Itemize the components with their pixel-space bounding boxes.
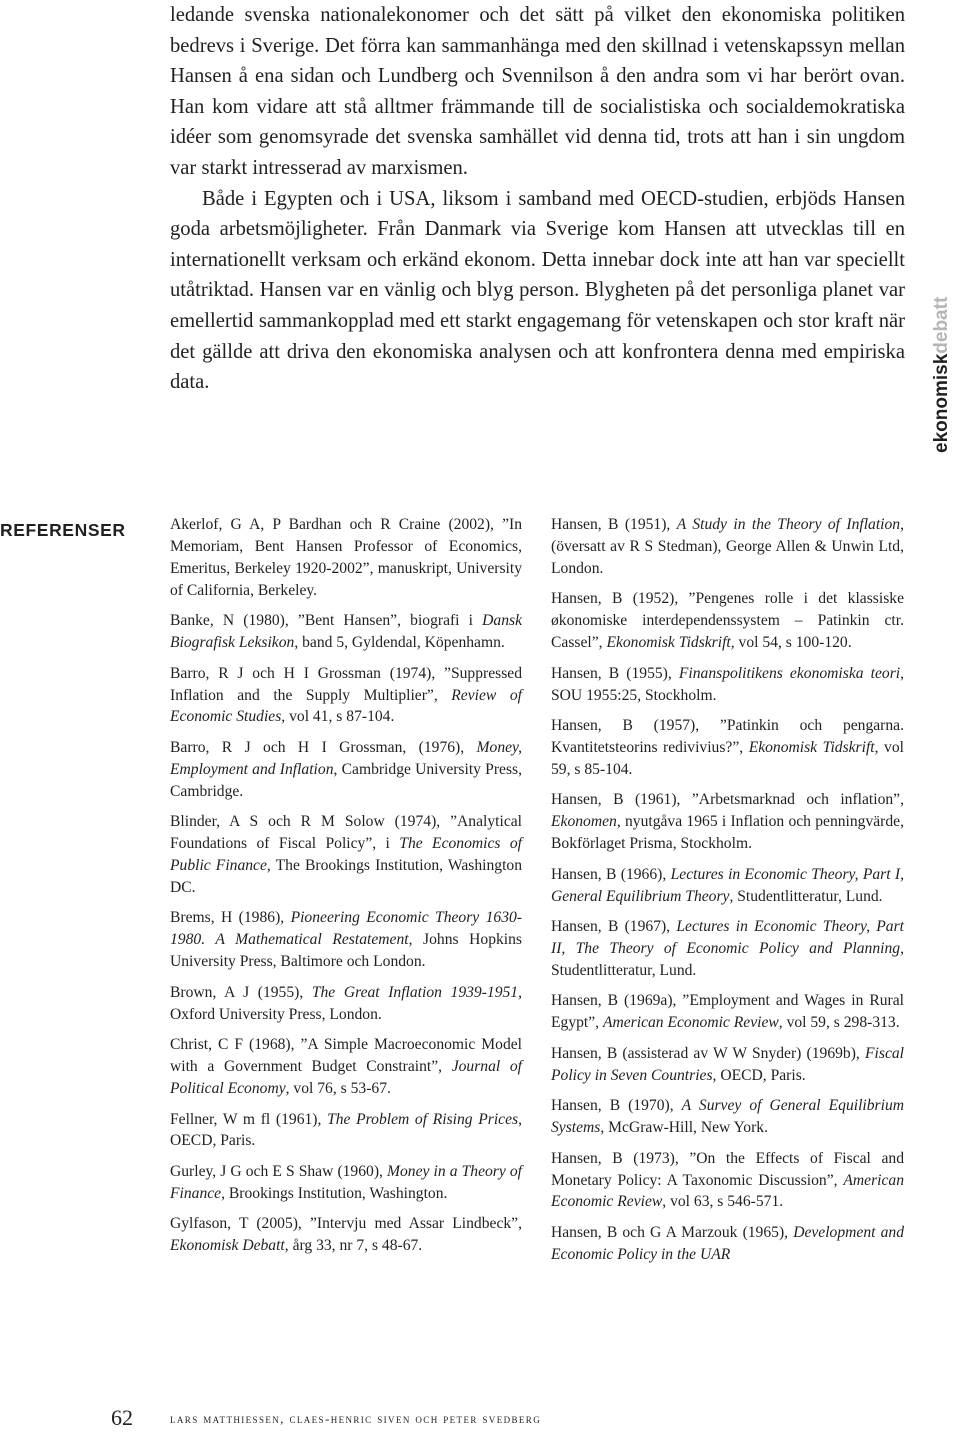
reference-details: , vol 76, s 53-67.	[285, 1080, 391, 1097]
reference-text: Barro, R J och H I Grossman, (1976),	[170, 738, 477, 756]
reference-title: The Great Inflation 1939-1951	[311, 983, 519, 1001]
references-column-2	[551, 514, 904, 1274]
reference-details: , Oxford University Press, London.	[170, 983, 522, 1023]
reference-title: Ekonomisk Debatt	[170, 1237, 285, 1255]
page-number: 62	[111, 1405, 133, 1430]
reference-entry	[170, 514, 522, 602]
reference-text: Hansen, B (1951),	[551, 516, 677, 533]
body-paragraph-1: ledande svenska nationalekonomer och det sätt på vilket den ekonomiska politiken bedrevs i Sverige. Det förra kan sammanhänga med den skillnad i vetenskapssyn mellan Hansen å ena sidan och Lundberg och Svennilson å den andra som vi har berört ovan. Han kom vidare att stå alltmer främmande till de socialistiska och socialdemokratiska idéer som genomsyrade det svenska samhället vid denna tid, trots att han i sin ungdom var starkt intresserad av marxismen.	[170, 4, 905, 179]
reference-title: Money, Employment and Inflation	[170, 738, 522, 778]
reference-text: Hansen, B (assisterad av W W Snyder) (1969b),	[551, 1044, 866, 1062]
journal-side-tag	[930, 253, 954, 453]
reference-details: , vol 59, s 298-313.	[778, 1014, 900, 1032]
reference-text: Akerlof, G A, P Bardhan och R Craine (2002), ”In Memoriam, Bent Hansen Professor of Economics, Emeritus, Berkeley 1920-2002”, manuskript, University of California, Berkeley.	[170, 516, 522, 599]
reference-title: A Survey of General Equilibrium Systems	[551, 1097, 904, 1137]
running-footer-authors: lars matthiessen, claes-henric siven och peter svedberg	[170, 1411, 542, 1426]
page-footer	[0, 1405, 960, 1435]
reference-text: Hansen, B (1961), ”Arbetsmarknad och inflation”,	[551, 791, 904, 809]
reference-entry	[170, 907, 522, 973]
reference-details: , vol 63, s 546-571.	[662, 1193, 784, 1211]
reference-title: Ekonomisk Tidskrift,	[606, 634, 735, 652]
reference-entry	[551, 1095, 904, 1139]
reference-entry	[170, 737, 522, 803]
reference-title: Lectures in Economic Theory, Part I, General Equilibrium Theory	[551, 865, 904, 905]
reference-text: Hansen, B (1966),	[551, 865, 671, 883]
reference-title: Lectures in Economic Theory, Part II, The Theory of Economic Policy and Planning	[551, 918, 904, 957]
reference-entry	[551, 1148, 904, 1214]
reference-text: Banke, N (1980), ”Bent Hansen”, biografi i	[170, 612, 483, 630]
reference-text: Barro, R J och H I Grossman (1974), ”Suppressed Inflation and the Supply Multiplier”,	[170, 664, 522, 704]
reference-text: Hansen, B (1970),	[551, 1097, 682, 1115]
reference-details: , Cambridge University Press, Cambridge.	[170, 760, 523, 800]
reference-text: Blinder, A S och R M Solow (1974), ”Analytical Foundations of Fiscal Policy”, i	[170, 813, 522, 853]
reference-entry	[551, 864, 904, 908]
reference-text: Gurley, J G och E S Shaw (1960),	[170, 1162, 387, 1180]
reference-entry	[551, 663, 904, 707]
reference-text: Hansen, B (1952), ”Pengenes rolle i det klassiske økonomiske interdependenssystem – Patinkin ctr. Cassel”,	[551, 590, 904, 652]
reference-text: Brems, H (1986),	[170, 909, 291, 927]
reference-text: Brown, A J (1955),	[170, 983, 312, 1001]
reference-details: , Johns Hopkins University Press, Baltimore och London.	[170, 931, 522, 971]
reference-text: Fellner, W m fl (1961),	[170, 1110, 328, 1128]
reference-details: , vol 59, s 85-104.	[551, 738, 904, 778]
reference-text: Hansen, B (1967),	[551, 918, 677, 936]
reference-entry	[551, 1222, 904, 1266]
side-tag-bold: ekonomisk	[931, 353, 952, 453]
reference-text: Hansen, B (1969a), ”Employment and Wages in Rural Egypt”,	[551, 992, 904, 1032]
reference-details: , vol 41, s 87-104.	[281, 708, 395, 726]
reference-details: The Brookings Institution, Washington DC.	[170, 857, 523, 896]
reference-details: , OECD, Paris.	[170, 1110, 522, 1150]
reference-text: Gylfason, T (2005), ”Intervju med Assar Lindbeck”,	[170, 1215, 522, 1233]
article-body	[170, 0, 905, 398]
reference-title: Dansk Biografisk Leksikon	[170, 612, 522, 652]
reference-entry	[551, 588, 904, 654]
reference-details: , band 5, Gyldendal, Köpenhamn.	[294, 634, 505, 652]
reference-details: , Brookings Institution, Washington.	[221, 1184, 448, 1202]
reference-text: Hansen, B (1973), ”On the Effects of Fiscal and Monetary Policy: A Taxonomic Discussion”,	[551, 1149, 904, 1189]
reference-entry	[551, 789, 904, 855]
reference-entry	[551, 1043, 904, 1087]
reference-details: , Studentlitteratur, Lund.	[729, 887, 883, 905]
reference-entry	[170, 663, 522, 729]
reference-entry	[551, 514, 904, 580]
reference-details: , nyutgåva 1965 i Inflation och penningvärde, Bokförlaget Prisma, Stockholm.	[551, 813, 904, 853]
reference-title: The Problem of Rising Prices	[327, 1110, 519, 1128]
reference-text: Hansen, B (1957), ”Patinkin och pengarna. Kvantitetsteorins redivivius?”,	[551, 717, 904, 756]
reference-title: Pioneering Economic Theory 1630-1980. A Mathematical Restatement	[170, 909, 522, 949]
reference-details: OECD, Paris.	[716, 1066, 806, 1084]
reference-title: Ekonomisk Tidskrift	[748, 738, 875, 756]
reference-entry	[170, 1213, 522, 1257]
reference-entry	[170, 1109, 522, 1153]
reference-entry	[170, 811, 522, 899]
side-tag-light: debatt	[931, 296, 952, 354]
reference-entry	[551, 990, 904, 1034]
reference-title: The Economics of Public Finance,	[170, 835, 522, 875]
reference-details: , (översatt av R S Stedman), George Allen & Unwin Ltd, London.	[551, 516, 905, 577]
reference-title: Finanspolitikens ekonomiska teori	[678, 664, 901, 682]
reference-title: Development and Economic Policy in the UAR	[551, 1223, 904, 1263]
reference-title: Money in a Theory of Finance	[170, 1162, 522, 1202]
reference-text: Christ, C F (1968), ”A Simple Macroeconomic Model with a Government Budget Constraint”,	[170, 1036, 522, 1076]
reference-entry	[170, 1034, 522, 1100]
reference-title: Fiscal Policy in Seven Countries,	[551, 1044, 904, 1084]
references-heading: REFERENSER	[0, 520, 126, 540]
body-paragraph-2: Både i Egypten och i USA, liksom i samband med OECD-studien, erbjöds Hansen goda arbetsmöjligheter. Från Danmark via Sverige kom Hansen att utvecklas till en internationellt verksam och erkänd ekonom. Detta innebar dock inte att han var speciellt utåtriktad. Hansen var en vänlig och blyg person. Blygheten på det personliga planet var emellertid sammankopplad med ett starkt engagemang för vetenskapen och stor kraft när det gällde att driva den ekonomiska analysen och att konfrontera denna med empiriska data.	[170, 187, 905, 394]
reference-entry	[170, 610, 522, 654]
reference-text: Hansen, B och G A Marzouk (1965),	[551, 1223, 794, 1241]
reference-entry	[551, 715, 904, 781]
reference-title: American Economic Review	[602, 1014, 779, 1032]
references-column-1	[170, 514, 522, 1266]
reference-text: Hansen, B (1955),	[551, 664, 679, 682]
reference-entry	[170, 982, 522, 1026]
reference-title: A Study in the Theory of Inflation	[676, 516, 901, 533]
reference-title: American Economic Review	[551, 1171, 904, 1211]
reference-entry	[551, 916, 904, 982]
reference-title: Review of Economic Studies	[170, 686, 522, 726]
reference-title: Journal of Political Economy	[170, 1058, 522, 1097]
reference-entry	[170, 1161, 522, 1205]
reference-details: , McGraw-Hill, New York.	[600, 1119, 768, 1137]
reference-details: , SOU 1955:25, Stockholm.	[551, 664, 905, 704]
reference-details: , årg 33, nr 7, s 48-67.	[284, 1237, 423, 1255]
reference-title: Ekonomen	[551, 813, 617, 831]
reference-details: , Studentlitteratur, Lund.	[551, 939, 904, 979]
reference-details: vol 54, s 100-120.	[734, 634, 852, 652]
